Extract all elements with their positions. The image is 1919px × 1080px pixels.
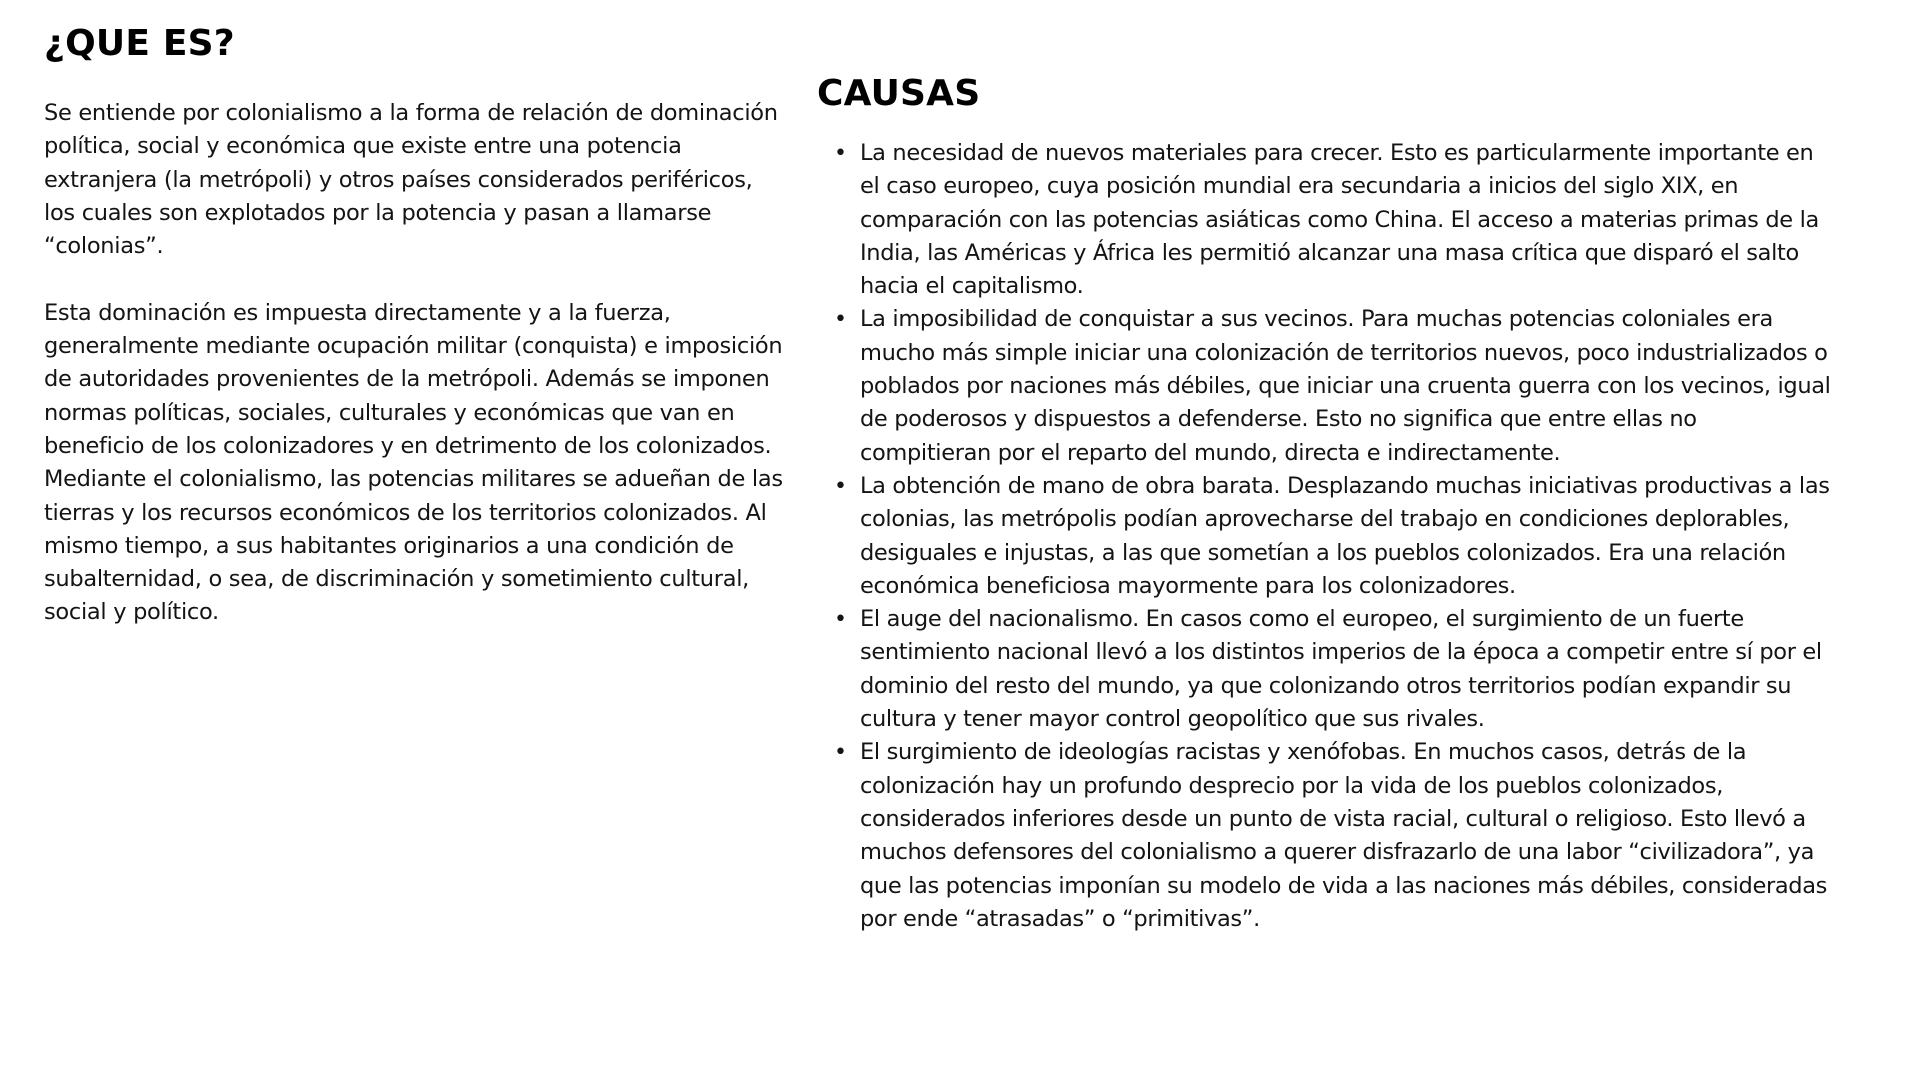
causa-text: La imposibilidad de conquistar a sus vecinos. Para muchas potencias coloniales era mucho más simple iniciar una colonización de territorios nuevos, poco industrializados o poblados por naciones más débiles, que iniciar una cruenta guerra con los vecinos, igual de poderosos y dispuestos a defenderse. Esto no significa que entre ellas no compitieran por el reparto del mundo, directa e indirectamente. xyxy=(860,306,1831,466)
definition-paragraph-1: Se entiende por colonialismo a la forma de relación de dominación política, social y económica que existe entre una potencia extranjera (la metrópoli) y otros países considerados periféricos, los cuales son explotados por la potencia y pasan a llamarse “colonias”. xyxy=(44,100,778,260)
bullet-icon: • xyxy=(834,141,847,166)
causa-text: El auge del nacionalismo. En casos como el europeo, el surgimiento de un fuerte sentimiento nacional llevó a los distintos imperios de la época a competir entre sí por el dominio del resto del mundo, ya que colonizando otros territorios podían expandir su cultura y tener mayor control geopolítico que sus rivales. xyxy=(860,606,1822,733)
bullet-icon: • xyxy=(834,307,847,333)
causa-text: El surgimiento de ideologías racistas y xenófobas. En muchos casos, detrás de la colonización hay un profundo desprecio por la vida de los pueblos colonizados, considerados inferiores desde un punto de vista racial, cultural o religioso. Esto llevó a muchos defensores del colonialismo a querer disfrazarlo de una labor “civilizadora”, ya que las potencias imponían su modelo de vida a las naciones más débiles, consideradas por ende “atrasadas” o “primitivas”. xyxy=(860,739,1828,932)
causa-item-3 xyxy=(818,470,1833,603)
causa-item-4 xyxy=(818,603,1833,736)
bullet-icon: • xyxy=(834,607,847,633)
definition-paragraph-2: Esta dominación es impuesta directamente y a la fuerza, generalmente mediante ocupación militar (conquista) e imposición de autoridades provenientes de la metrópoli. Además se imponen normas políticas, sociales, culturales y económicas que van en beneficio de los colonizadores y en detrimento de los colonizados. xyxy=(44,299,783,459)
definition-section xyxy=(44,97,789,630)
bullet-icon: • xyxy=(834,740,847,766)
causa-item-5 xyxy=(818,736,1833,936)
causa-item-2 xyxy=(818,303,1833,469)
causa-text: La necesidad de nuevos materiales para crecer. Esto es particularmente importante en el caso europeo, cuya posición mundial era secundaria a inicios del siglo XIX, en comparación con las potencias asiáticas como China. El acceso a materias primas de la India, las Américas y África les permitió alcanzar una masa crítica que disparó el salto hacia el capitalismo. xyxy=(860,140,1819,300)
bullet-icon: • xyxy=(834,473,847,499)
que-es-heading: ¿QUE ES? xyxy=(44,23,235,64)
causa-text: La obtención de mano de obra barata. Desplazando muchas iniciativas productivas a las colonias, las metrópolis podían aprovecharse del trabajo en condiciones deplorables, desiguales e injustas, a las que sometían a los pueblos colonizados. Era una relación económica beneficiosa mayormente para los colonizadores. xyxy=(860,472,1830,599)
definition-paragraph-3: Mediante el colonialismo, las potencias militares se adueñan de las tierras y los recursos económicos de los territorios colonizados. Al mismo tiempo, a sus habitantes originarios a una condición de subalternidad, o sea, de discriminación y sometimiento cultural, social y político. xyxy=(44,466,783,626)
causas-heading: CAUSAS xyxy=(817,73,981,114)
causas-list xyxy=(818,137,1833,936)
causa-item-1 xyxy=(818,137,1833,303)
